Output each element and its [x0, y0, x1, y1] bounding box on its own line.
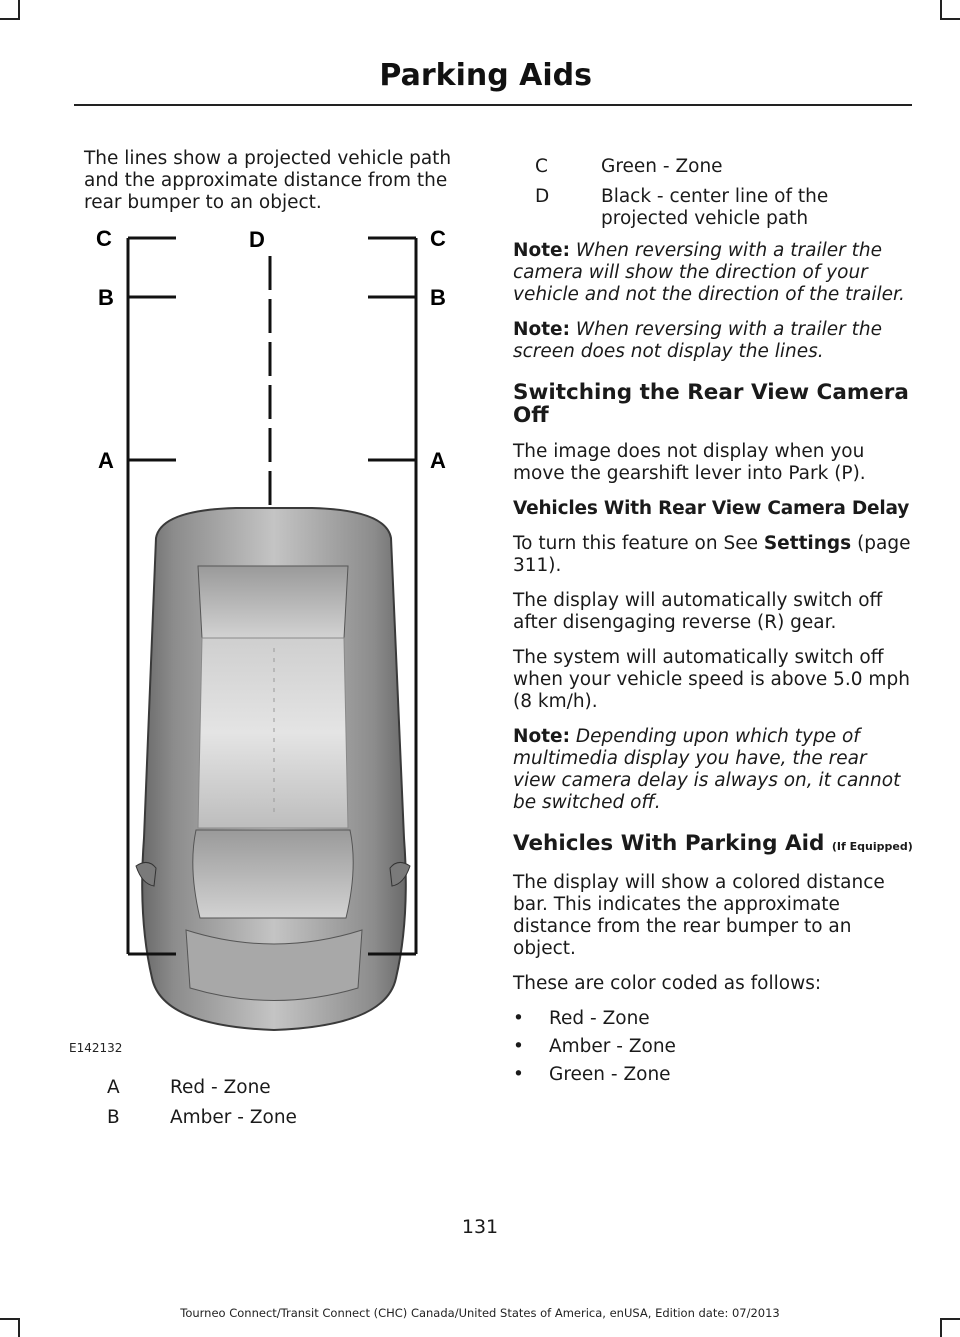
note-text: When reversing with a trailer the camera will show the direction of your vehicle and not the direction of the trailer. [513, 240, 905, 305]
note-label: Note: [513, 240, 570, 261]
note-trailer-lines [513, 319, 913, 363]
footer-text: Tourneo Connect/Transit Connect (CHC) Canada/United States of America, enUSA, Edition date: 07/2013 [180, 1306, 780, 1320]
heading-parking-aid-text: Vehicles With Parking Aid [513, 831, 825, 856]
label-a-right: A [430, 448, 446, 473]
switch-off-paragraph: The display will automatically switch off after disengaging reverse (R) gear. [513, 590, 883, 633]
turn-on-suffix: (page 311). [513, 533, 911, 576]
heading-parking-aid [513, 832, 913, 858]
label-d: D [249, 227, 265, 252]
heading-camera-delay: Vehicles With Rear View Camera Delay [513, 498, 910, 519]
bullet-icon: • [513, 1036, 524, 1057]
left-column [84, 148, 460, 227]
legend-row [513, 156, 913, 178]
distance-bar-paragraph: The display will show a colored distance bar. This indicates the approximate distance from the rear bumper to an object. [513, 872, 885, 959]
legend-key: A [107, 1077, 120, 1098]
note-text: When reversing with a trailer the screen does not display the lines. [513, 319, 882, 362]
figure-code: E142132 [69, 1041, 123, 1055]
legend-key: B [107, 1107, 120, 1128]
list-item-text: Amber - Zone [549, 1036, 676, 1057]
bullet-icon: • [513, 1064, 524, 1085]
legend-value: Red - Zone [170, 1077, 271, 1098]
note-label: Note: [513, 319, 570, 340]
legend-value: Amber - Zone [170, 1107, 297, 1128]
switching-off-paragraph: The image does not display when you move the gearshift lever into Park (P). [513, 441, 866, 484]
header-divider [74, 104, 912, 106]
label-c-right: C [430, 226, 446, 251]
legend-list-cd [513, 156, 913, 230]
speed-paragraph: The system will automatically switch off when your vehicle speed is above 5.0 mph (8 km/h). [513, 647, 910, 712]
crop-mark [940, 1318, 942, 1337]
crop-mark [18, 0, 20, 20]
label-b-left: B [98, 285, 114, 310]
note-trailer-direction [513, 240, 913, 306]
crop-mark [940, 18, 960, 20]
settings-link[interactable]: Settings [763, 533, 852, 554]
legend-row [84, 1077, 460, 1099]
note-text: Depending upon which type of multimedia display you have, the rear view camera delay is always on, it cannot be switched off. [513, 726, 901, 813]
list-item [513, 1064, 913, 1086]
bullet-icon: • [513, 1008, 524, 1029]
page-number: 131 [461, 1216, 499, 1238]
if-equipped-tag: (If Equipped) [831, 840, 913, 853]
crop-mark [0, 18, 20, 20]
color-coded-intro: These are color coded as follows: [513, 973, 822, 994]
note-delay [513, 726, 913, 814]
heading-switching-off: Switching the Rear View Camera Off [513, 380, 909, 428]
turn-on-prefix: To turn this feature on See [513, 533, 758, 554]
legend-key: C [535, 156, 548, 177]
list-item [513, 1036, 913, 1058]
zone-bullet-list [513, 1008, 913, 1086]
vehicle-illustration [136, 508, 410, 1030]
list-item-text: Green - Zone [549, 1064, 671, 1085]
turn-on-paragraph [513, 533, 913, 577]
legend-list-ab [84, 1077, 460, 1137]
page-title: Parking Aids [379, 58, 592, 93]
list-item-text: Red - Zone [549, 1008, 650, 1029]
list-item [513, 1008, 913, 1030]
legend-key: D [535, 186, 550, 207]
label-b-right: B [430, 285, 446, 310]
legend-row [513, 186, 913, 230]
note-label: Note: [513, 726, 570, 747]
legend-value: Black - center line of the projected vehicle path [601, 186, 829, 229]
legend-row [84, 1107, 460, 1129]
projected-path-figure [86, 218, 460, 1064]
crop-mark [18, 1318, 20, 1337]
legend-value: Green - Zone [601, 156, 723, 177]
label-c-left: C [96, 226, 112, 251]
label-a-left: A [98, 448, 114, 473]
right-column [513, 156, 913, 1092]
crop-mark [940, 0, 942, 20]
intro-paragraph: The lines show a projected vehicle path and the approximate distance from the rear bumper to an object. [84, 148, 452, 213]
